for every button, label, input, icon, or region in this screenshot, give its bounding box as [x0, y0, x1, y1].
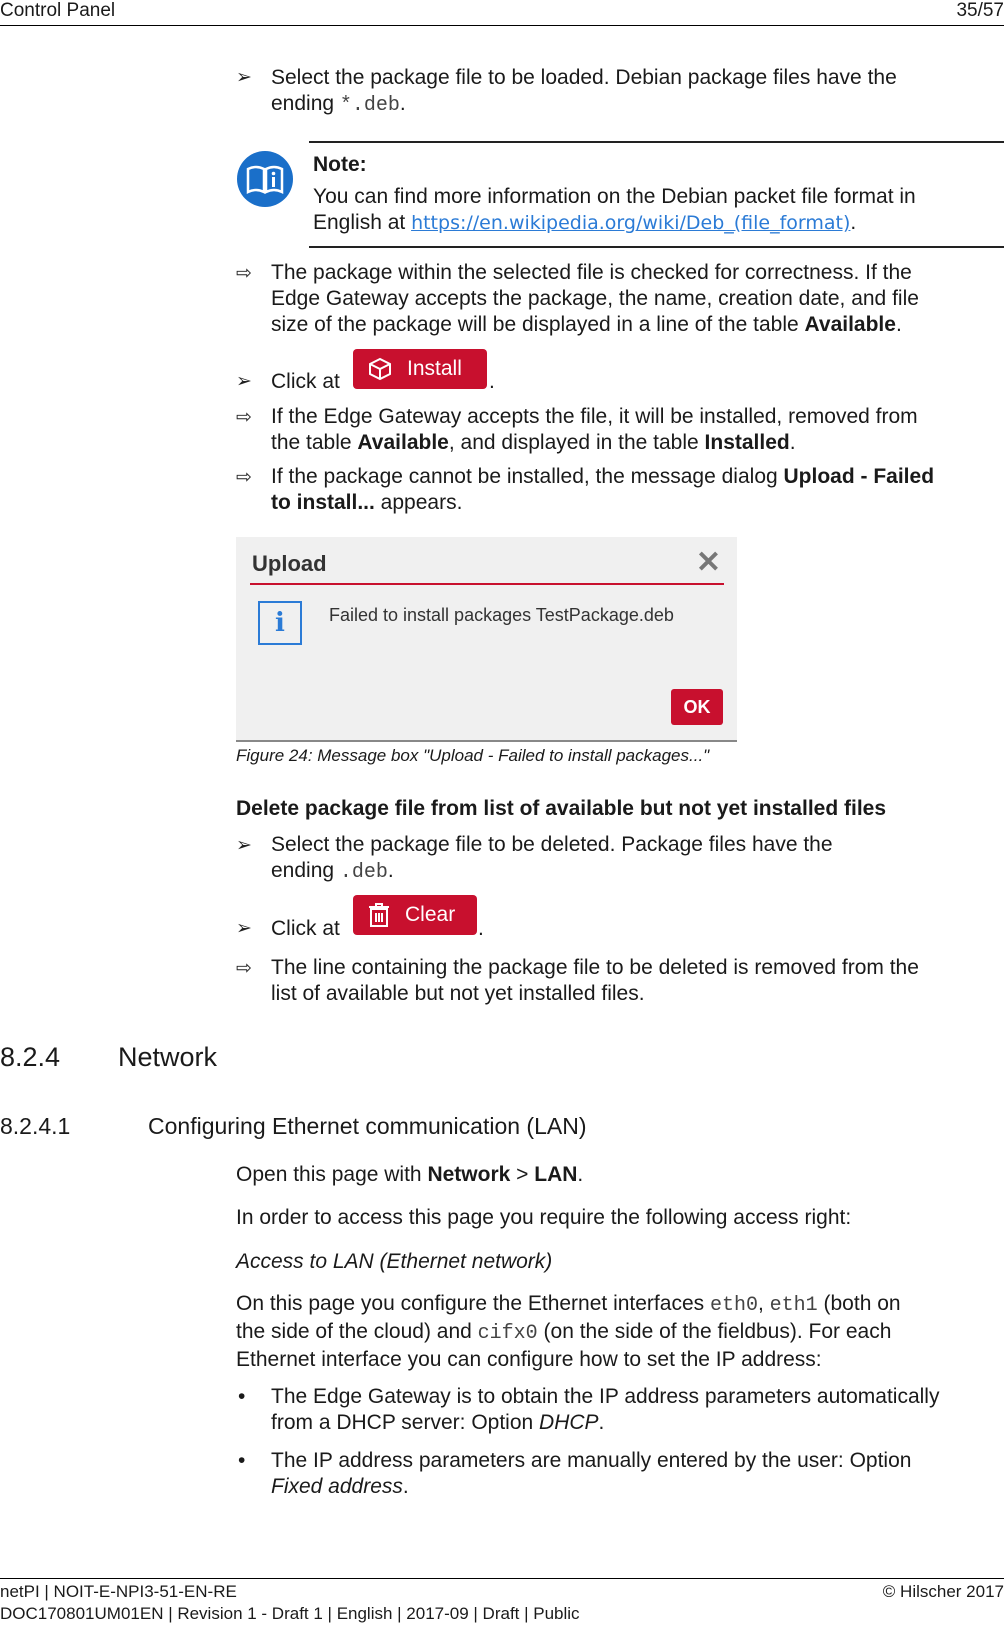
delete-heading: Delete package file from list of available but not yet installed files: [236, 797, 887, 820]
note-label: Note:: [313, 153, 367, 176]
arrow-bullet-icon: ➢: [236, 835, 252, 856]
section-number: 8.2.4: [0, 1042, 61, 1072]
install-icon: [367, 356, 393, 382]
bullet-fixed: The IP address parameters are manually entered by the user: Option Fixed address.: [271, 1449, 912, 1498]
note-bottom-rule: [309, 246, 1004, 248]
page-number: 35/57: [956, 0, 1004, 21]
note-text: You can find more information on the Debian packet file format in English at https://en.wikipedia.org/wiki/Deb_(file_format).: [313, 185, 916, 234]
header-title: Control Panel: [0, 0, 116, 21]
info-book-icon: [236, 150, 294, 208]
dialog-message: Failed to install packages TestPackage.deb: [329, 605, 674, 625]
bullet-dhcp: The Edge Gateway is to obtain the IP address parameters automatically from a DHCP server: Option DHCP.: [271, 1385, 940, 1434]
install-button-label: Install: [407, 357, 462, 380]
arrow-bullet-icon: ➢: [236, 918, 252, 939]
access-intro: In order to access this page you require the following access right:: [236, 1206, 852, 1229]
subsection-number: 8.2.4.1: [0, 1113, 71, 1139]
result-arrow-icon: ⇨: [236, 467, 252, 488]
result-package-checked: The package within the selected file is checked for correctness. If the Edge Gateway accepts the package, the name, creation date, and file size of the package will be displayed in a line of the table Available.: [271, 261, 919, 336]
dialog-title: Upload: [252, 551, 327, 576]
result-failed: If the package cannot be installed, the message dialog Upload - Failed to install... appears.: [271, 465, 935, 514]
result-arrow-icon: ⇨: [236, 958, 252, 979]
result-removed: The line containing the package file to be deleted is removed from the list of available but not yet installed files.: [271, 956, 919, 1005]
result-installed: If the Edge Gateway accepts the file, it will be installed, removed from the table Available, and displayed in the table Installed.: [271, 405, 918, 454]
wikipedia-link[interactable]: https://en.wikipedia.org/wiki/Deb_(file_format): [411, 212, 851, 234]
info-icon: i: [258, 601, 302, 645]
step-click-install-text: Click at: [271, 370, 340, 393]
dialog-title-rule: [250, 583, 724, 585]
upload-dialog: [236, 537, 737, 742]
bullet-dot: •: [238, 1449, 246, 1472]
step-click-clear-end: .: [478, 917, 484, 940]
ok-button[interactable]: OK: [671, 689, 723, 725]
header-rule: [0, 25, 1004, 26]
clear-button-label: Clear: [405, 903, 456, 926]
trash-icon: [367, 902, 391, 928]
result-arrow-icon: ⇨: [236, 407, 252, 428]
step-select-delete: Select the package file to be deleted. Package files have the ending .deb.: [271, 833, 833, 884]
open-page-instruction: Open this page with Network > LAN.: [236, 1163, 584, 1186]
step-click-install-end: .: [489, 370, 495, 393]
step-select-package: Select the package file to be loaded. Debian package files have the ending *.deb.: [271, 66, 897, 117]
bullet-dot: •: [238, 1385, 246, 1408]
footer-copyright: © Hilscher 2017: [882, 1582, 1004, 1601]
interfaces-paragraph: On this page you configure the Ethernet interfaces eth0, eth1 (both on the side of the cloud) and cifx0 (on the side of the fieldbus). For each Ethernet interface you can configure how to set the IP address:: [236, 1292, 901, 1371]
section-title: Network: [118, 1042, 218, 1072]
clear-button[interactable]: [353, 895, 477, 935]
arrow-bullet-icon: ➢: [236, 371, 252, 392]
footer-doc-id: netPI | NOIT-E-NPI3-51-EN-RE: [0, 1582, 237, 1601]
access-right: Access to LAN (Ethernet network): [236, 1250, 553, 1273]
subsection-title: Configuring Ethernet communication (LAN): [148, 1113, 587, 1139]
note-top-rule: [309, 141, 1004, 143]
footer-revision: DOC170801UM01EN | Revision 1 - Draft 1 | English | 2017-09 | Draft | Public: [0, 1604, 580, 1623]
figure-caption: Figure 24: Message box "Upload - Failed to install packages...": [236, 746, 710, 765]
install-button[interactable]: [353, 349, 487, 389]
result-arrow-icon: ⇨: [236, 263, 252, 284]
step-click-clear-text: Click at: [271, 917, 340, 940]
footer-rule: [0, 1578, 1004, 1579]
arrow-bullet-icon: ➢: [236, 67, 252, 88]
close-icon[interactable]: ✕: [695, 546, 721, 579]
